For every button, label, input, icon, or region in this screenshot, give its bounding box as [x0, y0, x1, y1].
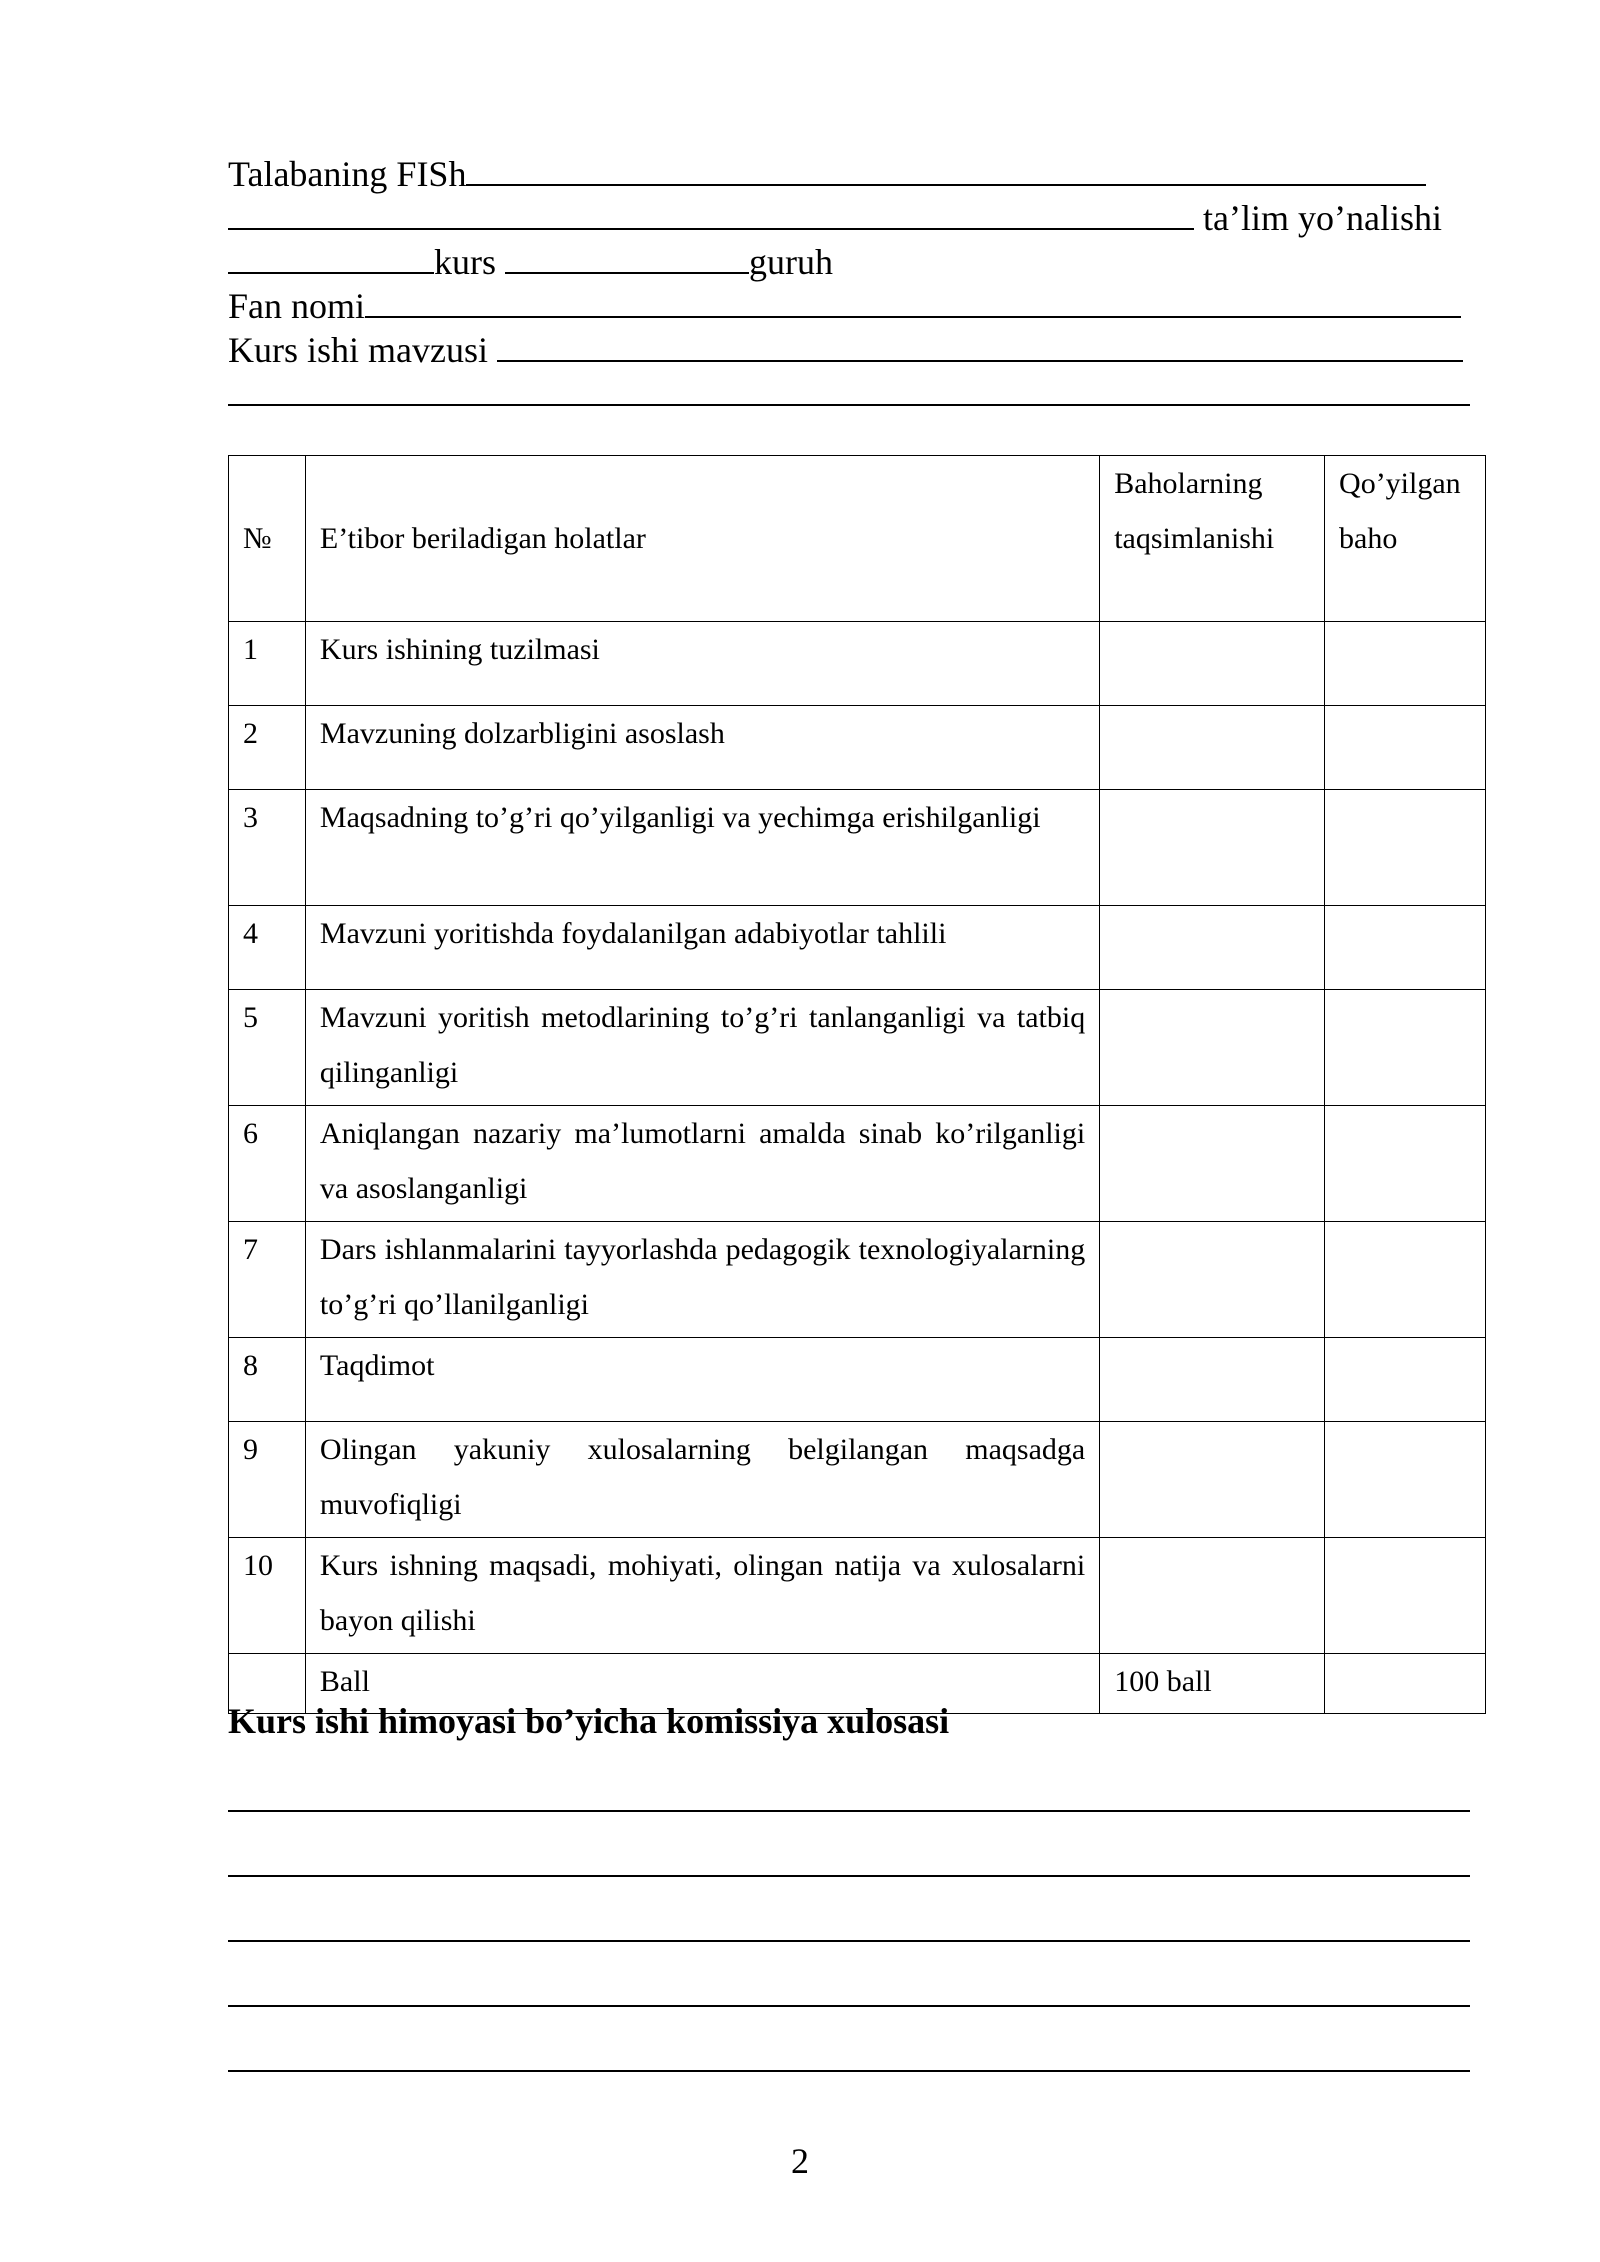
- group-label: guruh: [749, 242, 833, 282]
- row-number: 4: [229, 906, 306, 990]
- conclusion-line[interactable]: [228, 2070, 1470, 2072]
- course-group-row: [228, 238, 833, 284]
- conclusion-title: Kurs ishi himoyasi bo’yicha komissiya xulosasi: [228, 1701, 950, 1741]
- course-label: kurs: [434, 242, 496, 282]
- subject-field[interactable]: [365, 282, 1461, 318]
- conclusion-line[interactable]: [228, 1875, 1470, 1877]
- row-criteria: Mavzuni yoritish metodlarining to’g’ri tanlanganligi va tatbiq qilinganligi: [305, 990, 1099, 1106]
- table-header-row: [229, 456, 1486, 622]
- student-name-field[interactable]: [466, 150, 1426, 186]
- row-criteria: Olingan yakuniy xulosalarning belgilangan maqsadga muvofiqligi: [305, 1422, 1099, 1538]
- student-name-row: [228, 150, 1426, 196]
- page-number: 2: [791, 2141, 809, 2181]
- header-grade-line1: Qo’yilgan: [1339, 467, 1461, 500]
- header-distribution-line1: Baholarning: [1114, 467, 1263, 500]
- row-grade-cell[interactable]: [1325, 622, 1486, 706]
- row-distribution-cell[interactable]: [1100, 906, 1325, 990]
- total-points: 100 ball: [1100, 1654, 1325, 1714]
- row-distribution-cell[interactable]: [1100, 1338, 1325, 1422]
- row-number: 2: [229, 706, 306, 790]
- table-row: [229, 990, 1486, 1106]
- row-grade-cell[interactable]: [1325, 990, 1486, 1106]
- row-criteria: Taqdimot: [305, 1338, 1099, 1422]
- total-label: Ball: [305, 1654, 1099, 1714]
- table-row: [229, 906, 1486, 990]
- header-grade: [1325, 456, 1486, 622]
- subject-row: [228, 282, 1461, 328]
- row-grade-cell[interactable]: [1325, 790, 1486, 906]
- table-row: [229, 1222, 1486, 1338]
- header-criteria: E’tibor beriladigan holatlar: [305, 456, 1099, 622]
- row-number: 7: [229, 1222, 306, 1338]
- table-row: [229, 1338, 1486, 1422]
- row-grade-cell[interactable]: [1325, 1338, 1486, 1422]
- table-row: [229, 1422, 1486, 1538]
- total-grade-cell[interactable]: [1325, 1654, 1486, 1714]
- row-grade-cell[interactable]: [1325, 1422, 1486, 1538]
- direction-row: [228, 194, 1442, 240]
- header-distribution-line2: taqsimlanishi: [1114, 522, 1275, 555]
- table-row: [229, 1106, 1486, 1222]
- row-grade-cell[interactable]: [1325, 706, 1486, 790]
- group-field[interactable]: [505, 238, 749, 274]
- row-distribution-cell[interactable]: [1100, 790, 1325, 906]
- conclusion-line[interactable]: [228, 1810, 1470, 1812]
- row-distribution-cell[interactable]: [1100, 1422, 1325, 1538]
- row-criteria: Aniqlangan nazariy ma’lumotlarni amalda sinab ko’rilganligi va asoslanganligi: [305, 1106, 1099, 1222]
- row-criteria: Dars ishlanmalarini tayyorlashda pedagogik texnologiyalarning to’g’ri qo’llanilganligi: [305, 1222, 1099, 1338]
- row-distribution-cell[interactable]: [1100, 706, 1325, 790]
- row-criteria: Maqsadning to’g’ri qo’yilganligi va yechimga erishilganligi: [305, 790, 1099, 906]
- conclusion-line[interactable]: [228, 1940, 1470, 1942]
- row-criteria: Mavzuni yoritishda foydalanilgan adabiyotlar tahlili: [305, 906, 1099, 990]
- evaluation-table: [228, 455, 1486, 1714]
- topic-continuation-field[interactable]: [228, 370, 1470, 406]
- header-grade-line2: baho: [1339, 522, 1398, 555]
- row-criteria: Kurs ishning maqsadi, mohiyati, olingan natija va xulosalarni bayon qilishi: [305, 1538, 1099, 1654]
- row-grade-cell[interactable]: [1325, 1106, 1486, 1222]
- course-field[interactable]: [228, 238, 434, 274]
- student-name-label: Talabaning FISh: [228, 154, 467, 194]
- row-number: 9: [229, 1422, 306, 1538]
- row-distribution-cell[interactable]: [1100, 1222, 1325, 1338]
- row-number: 1: [229, 622, 306, 706]
- table-row: [229, 622, 1486, 706]
- row-number: 8: [229, 1338, 306, 1422]
- row-number: 3: [229, 790, 306, 906]
- topic-continuation-row: [228, 370, 1470, 416]
- direction-field[interactable]: [228, 194, 1194, 230]
- row-grade-cell[interactable]: [1325, 906, 1486, 990]
- topic-field[interactable]: [497, 326, 1463, 362]
- header-distribution: [1100, 456, 1325, 622]
- subject-label: Fan nomi: [228, 286, 366, 326]
- row-distribution-cell[interactable]: [1100, 1106, 1325, 1222]
- row-distribution-cell[interactable]: [1100, 622, 1325, 706]
- direction-label: ta’lim yo’nalishi: [1203, 198, 1442, 238]
- row-number: 6: [229, 1106, 306, 1222]
- row-distribution-cell[interactable]: [1100, 990, 1325, 1106]
- header-number: №: [229, 456, 306, 622]
- row-distribution-cell[interactable]: [1100, 1538, 1325, 1654]
- row-number: 5: [229, 990, 306, 1106]
- topic-label: Kurs ishi mavzusi: [228, 330, 488, 370]
- row-grade-cell[interactable]: [1325, 1538, 1486, 1654]
- table-row: [229, 790, 1486, 906]
- row-number: 10: [229, 1538, 306, 1654]
- table-row: [229, 706, 1486, 790]
- topic-row: [228, 326, 1463, 372]
- row-criteria: Kurs ishining tuzilmasi: [305, 622, 1099, 706]
- row-grade-cell[interactable]: [1325, 1222, 1486, 1338]
- conclusion-line[interactable]: [228, 2005, 1470, 2007]
- table-row: [229, 1538, 1486, 1654]
- row-criteria: Mavzuning dolzarbligini asoslash: [305, 706, 1099, 790]
